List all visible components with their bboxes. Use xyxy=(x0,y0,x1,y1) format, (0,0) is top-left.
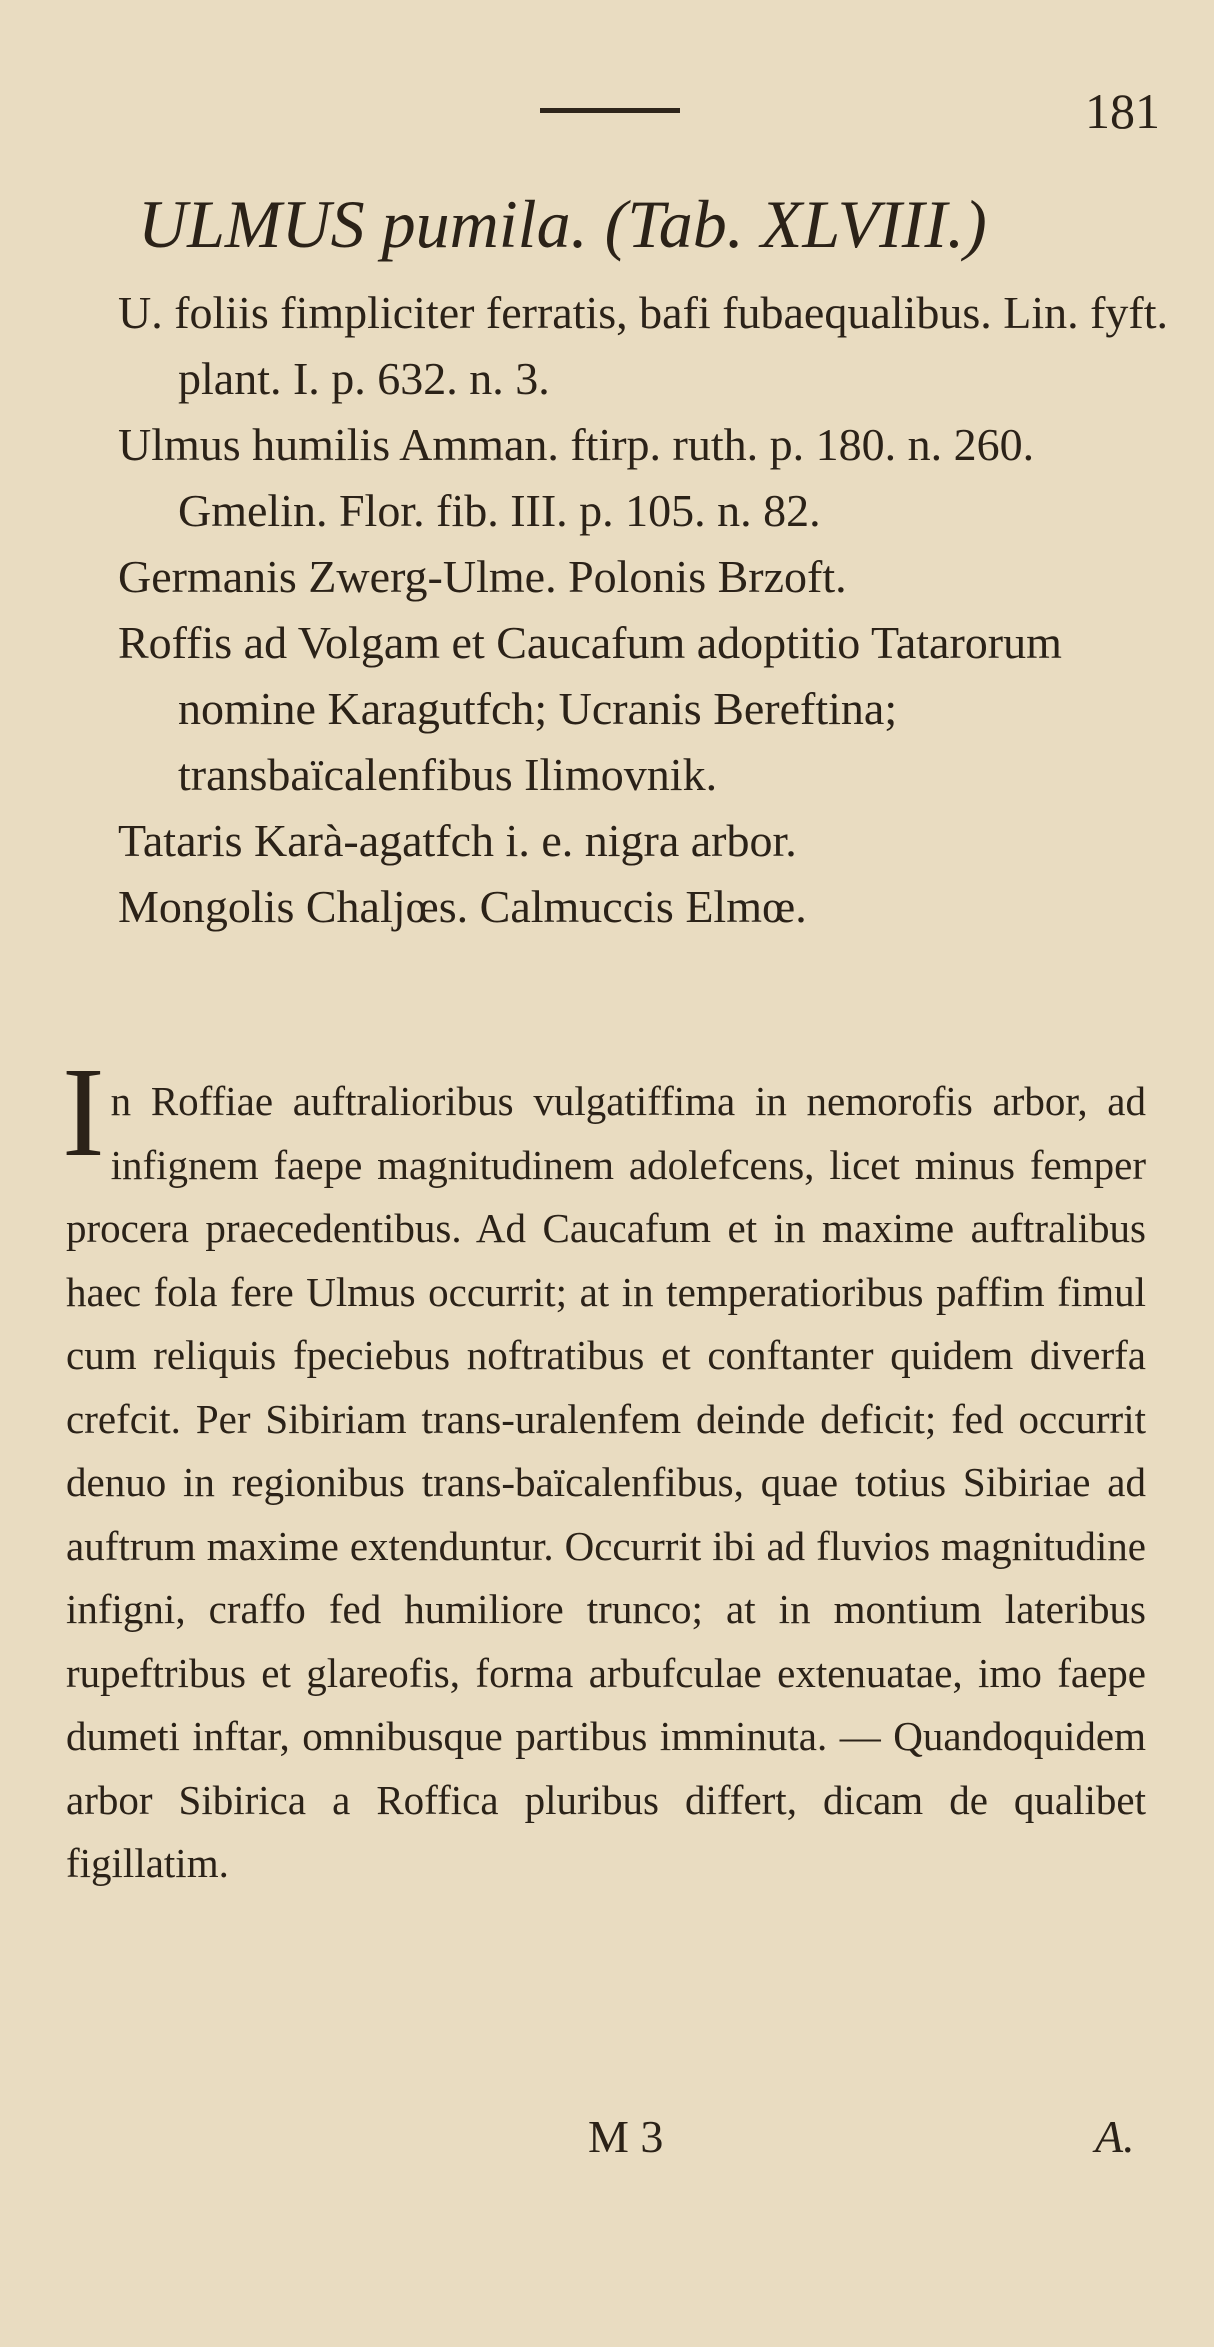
synonym-line: Ulmus humilis Amman. ftirp. ruth. p. 180. n. 260. Gmelin. Flor. fib. III. p. 105. n. 82. xyxy=(118,419,1035,536)
drop-cap: I xyxy=(62,1041,105,1183)
description-text: n Roffiae auftralioribus vulgatiffima in nemorofis arbor, ad infignem faepe magnitudinem adolefcens, licet minus femper procera praecedentibus. Ad Caucafum et in maxime auftralibus haec fola fere Ulmus occurrit; at in temperatioribus paffim fimul cum reliquis fpeciebus noftratibus et conftanter quidem diverfa crefcit. Per Sibiriam trans-uralenfem deinde deficit; fed occurrit denuo in regionibus trans-baïcalenfibus, quae totius Sibiriae ad auftrum maxime extenduntur. Occurrit ibi ad fluvios magnitudine infigni, craffo fed humiliore trunco; at in montium lateribus rupeftribus et glareofis, forma arbufculae extenuatae, imo faepe dumeti inftar, omnibusque partibus imminuta. — Quandoquidem arbor Sibirica a Roffica pluribus differt, dicam de qualibet figillatim. xyxy=(66,1078,1146,1886)
synonym-line: Mongolis Chaljœs. Calmuccis Elmœ. xyxy=(118,881,807,932)
synonymy-block xyxy=(118,280,1178,940)
synonym-line: U. foliis fimpliciter ferratis, bafi fubaequalibus. Lin. fyft. plant. I. p. 632. n. 3. xyxy=(118,287,1169,404)
header-rule xyxy=(540,108,680,113)
signature-mark: M 3 xyxy=(588,2111,664,2162)
synonym-line: Germanis Zwerg-Ulme. Polonis Brzoft. xyxy=(118,551,847,602)
species-title: ULMUS pumila. (Tab. XLVIII.) xyxy=(138,186,987,262)
description-paragraph xyxy=(62,1041,1146,1896)
catchword: A. xyxy=(1095,2111,1135,2162)
page-number: 181 xyxy=(1085,83,1160,139)
synonym-line: Roffis ad Volgam et Caucafum adoptitio Tatarorum nomine Karagutfch; Ucranis Bereftina; transbaïcalenfibus Ilimovnik. xyxy=(118,617,1062,800)
synonym-line: Tataris Karà-agatfch i. e. nigra arbor. xyxy=(118,815,797,866)
